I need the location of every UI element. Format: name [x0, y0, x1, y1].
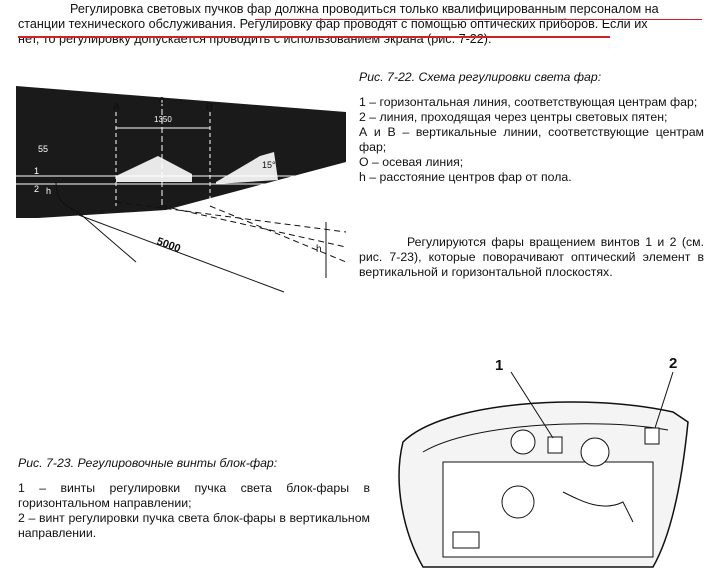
- adjust-screw-2: [645, 428, 659, 444]
- fig-7-22-item: А и В – вертикальные линии, соответствующие центрам фар;: [359, 125, 704, 154]
- fig-7-23-text: [18, 456, 370, 541]
- screen-panel: [16, 86, 346, 218]
- bulb-socket-a: [511, 430, 535, 454]
- headlight-adjustment-diagram: [16, 82, 356, 312]
- fig-7-22-item: 2 – линия, проходящая через центры световых пятен;: [359, 110, 668, 124]
- intro-line-2a: станции технического обслуживания.: [18, 17, 240, 31]
- label-55: 55: [38, 144, 49, 154]
- fig-7-22-item: О – осевая линия;: [359, 155, 464, 169]
- red-underline-1: [255, 19, 702, 20]
- distance-dimension-line: [76, 214, 284, 292]
- label-b: B: [206, 102, 214, 113]
- label-a: A: [113, 102, 121, 113]
- fig-7-22-item: h – расстояние центров фар от пола.: [359, 170, 572, 184]
- label-screw-1: 1: [495, 357, 504, 374]
- label-h-screen: h: [46, 186, 52, 196]
- fig-7-22-text: [359, 70, 704, 280]
- intro-line-2b: Регулировку фар проводят с помощью оптических приборов. Если их: [239, 17, 648, 31]
- fig-7-22-caption: Рис. 7-22. Схема регулировки света фар:: [359, 70, 602, 84]
- label-distance: 5000: [154, 235, 183, 256]
- bulb-socket-c: [502, 486, 534, 518]
- connector: [453, 532, 479, 548]
- intro-paragraph: [18, 2, 703, 47]
- fig-7-23-item: 1 – винты регулировки пучка света блок-фары в горизонтальном направлении;: [18, 481, 370, 510]
- fig-7-22-item: 1 – горизонтальная линия, соответствующая центрам фар;: [359, 95, 698, 109]
- bulb-socket-b: [581, 438, 609, 466]
- fig-7-23-item: 2 – винт регулировки пучка света блок-фары в вертикальном направлении.: [18, 511, 370, 540]
- intro-line-3a: нет, то регулировку допускается проводить с использованием экрана: [18, 32, 424, 46]
- beam-line-2: [162, 206, 346, 247]
- label-line-1: 1: [34, 166, 40, 176]
- adjustment-paragraph: Регулируются фары вращением винтов 1 и 2 (см. рис. 7-23), которые поворачивают оптический элемент в вертикальной и горизонтальной плоскостях.: [359, 235, 704, 279]
- intro-line-1: Регулировка световых пучков фар должна проводиться только квалифицированным персоналом на: [70, 2, 659, 16]
- label-1350: 1350: [154, 115, 172, 124]
- intro-line-3b: (рис. 7-22).: [423, 32, 492, 46]
- fig-7-23-caption: Рис. 7-23. Регулировочные винты блок-фар:: [18, 456, 278, 470]
- red-underline-2: [18, 36, 610, 38]
- intro-line-3: [18, 32, 703, 47]
- label-o: 0: [159, 96, 165, 107]
- label-screw-2: 2: [669, 355, 678, 372]
- headlamp-unit-drawing: [383, 352, 699, 574]
- beam-line-1: [116, 202, 346, 232]
- label-h-car: h: [316, 244, 322, 255]
- label-angle: 15°: [262, 160, 276, 170]
- label-line-2: 2: [34, 184, 40, 194]
- adjust-screw-1: [548, 437, 562, 453]
